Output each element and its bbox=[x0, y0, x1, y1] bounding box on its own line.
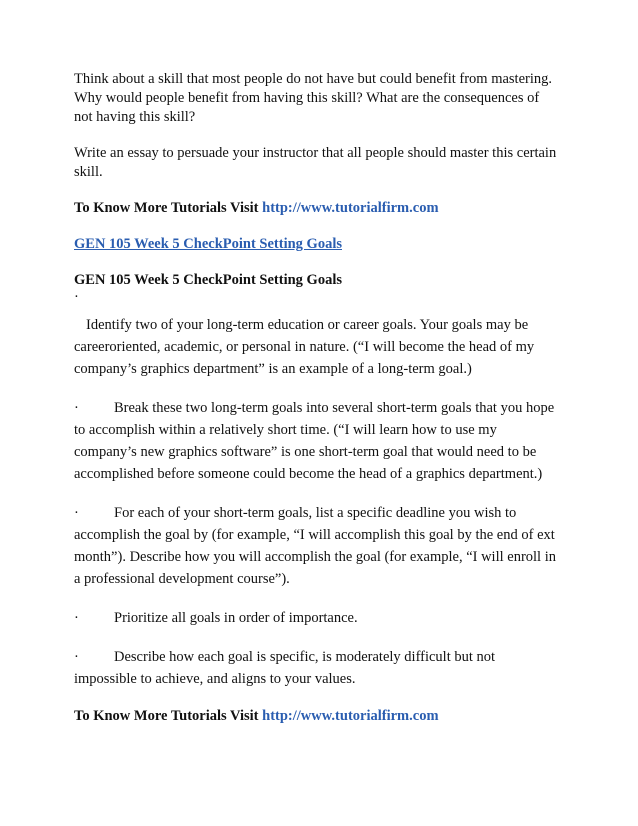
title-link[interactable]: GEN 105 Week 5 CheckPoint Setting Goals bbox=[74, 236, 342, 252]
goal-item-line: month”). Describe how you will accomplish the goal (for example, “I will enroll in bbox=[74, 549, 556, 565]
goal-item-first-line bbox=[74, 502, 574, 524]
goal-item-line: to accomplish within a relatively short time. (“I will learn how to use my bbox=[74, 422, 497, 438]
goal-item-1 bbox=[74, 314, 574, 380]
goal-item-first-line bbox=[74, 646, 574, 668]
goal-item-line: company’s graphics department” is an example of a long-term goal.) bbox=[74, 361, 472, 377]
goal-item-line: accomplished before someone could become the head of a graphics department.) bbox=[74, 466, 543, 482]
bullet-mark: · bbox=[74, 610, 79, 626]
document-page bbox=[74, 70, 574, 743]
intro-paragraph bbox=[74, 70, 574, 127]
goal-item-line: impossible to achieve, and aligns to your values. bbox=[74, 671, 356, 687]
goal-item-line: Identify two of your long-term education or career goals. Your goals may be bbox=[86, 317, 529, 333]
goal-item-line: Describe how each goal is specific, is moderately difficult but not bbox=[114, 649, 496, 665]
goal-item-line: careeroriented, academic, or personal in nature. (“I will become the head of my bbox=[74, 339, 535, 355]
bullet-mark: · bbox=[74, 400, 79, 416]
goal-item-line: For each of your short-term goals, list a specific deadline you wish to bbox=[114, 505, 517, 521]
goal-item-4 bbox=[74, 607, 574, 629]
promo-text: To Know More Tutorials Visit bbox=[74, 708, 263, 724]
goal-item-line: a professional development course”). bbox=[74, 571, 290, 587]
intro-line: not having this skill? bbox=[74, 109, 196, 125]
prompt-line: skill. bbox=[74, 164, 103, 180]
bullet-mark: · bbox=[74, 649, 79, 665]
goal-item-line: Break these two long-term goals into several short-term goals that you hope bbox=[114, 400, 555, 416]
prompt-line: Write an essay to persuade your instructor that all people should master this certain bbox=[74, 145, 557, 161]
bullet-mark: · bbox=[74, 505, 79, 521]
goal-item-line: accomplish the goal by (for example, “I will accomplish this goal by the end of ext bbox=[74, 527, 555, 543]
promo-line-bottom bbox=[74, 707, 574, 726]
goal-item-line: company’s new graphics software” is one short-term goal that would need to be bbox=[74, 444, 537, 460]
promo-link[interactable]: http://www.tutorialfirm.com bbox=[262, 200, 439, 216]
goal-item-line: Prioritize all goals in order of importance. bbox=[114, 610, 358, 626]
intro-line: Why would people benefit from having this skill? What are the consequences of bbox=[74, 90, 540, 106]
goal-item-first-line bbox=[74, 607, 574, 629]
heading-bullet: · bbox=[74, 289, 79, 305]
goal-item-5 bbox=[74, 646, 574, 690]
promo-link[interactable]: http://www.tutorialfirm.com bbox=[262, 708, 439, 724]
goal-item-3 bbox=[74, 502, 574, 590]
section-heading: GEN 105 Week 5 CheckPoint Setting Goals bbox=[74, 272, 342, 288]
prompt-paragraph bbox=[74, 144, 574, 182]
goal-item-2 bbox=[74, 397, 574, 485]
goal-item-first-line bbox=[74, 397, 574, 419]
link-title-paragraph bbox=[74, 235, 574, 254]
promo-text: To Know More Tutorials Visit bbox=[74, 200, 263, 216]
promo-line-top bbox=[74, 199, 574, 218]
intro-line: Think about a skill that most people do not have but could benefit from mastering. bbox=[74, 71, 552, 87]
